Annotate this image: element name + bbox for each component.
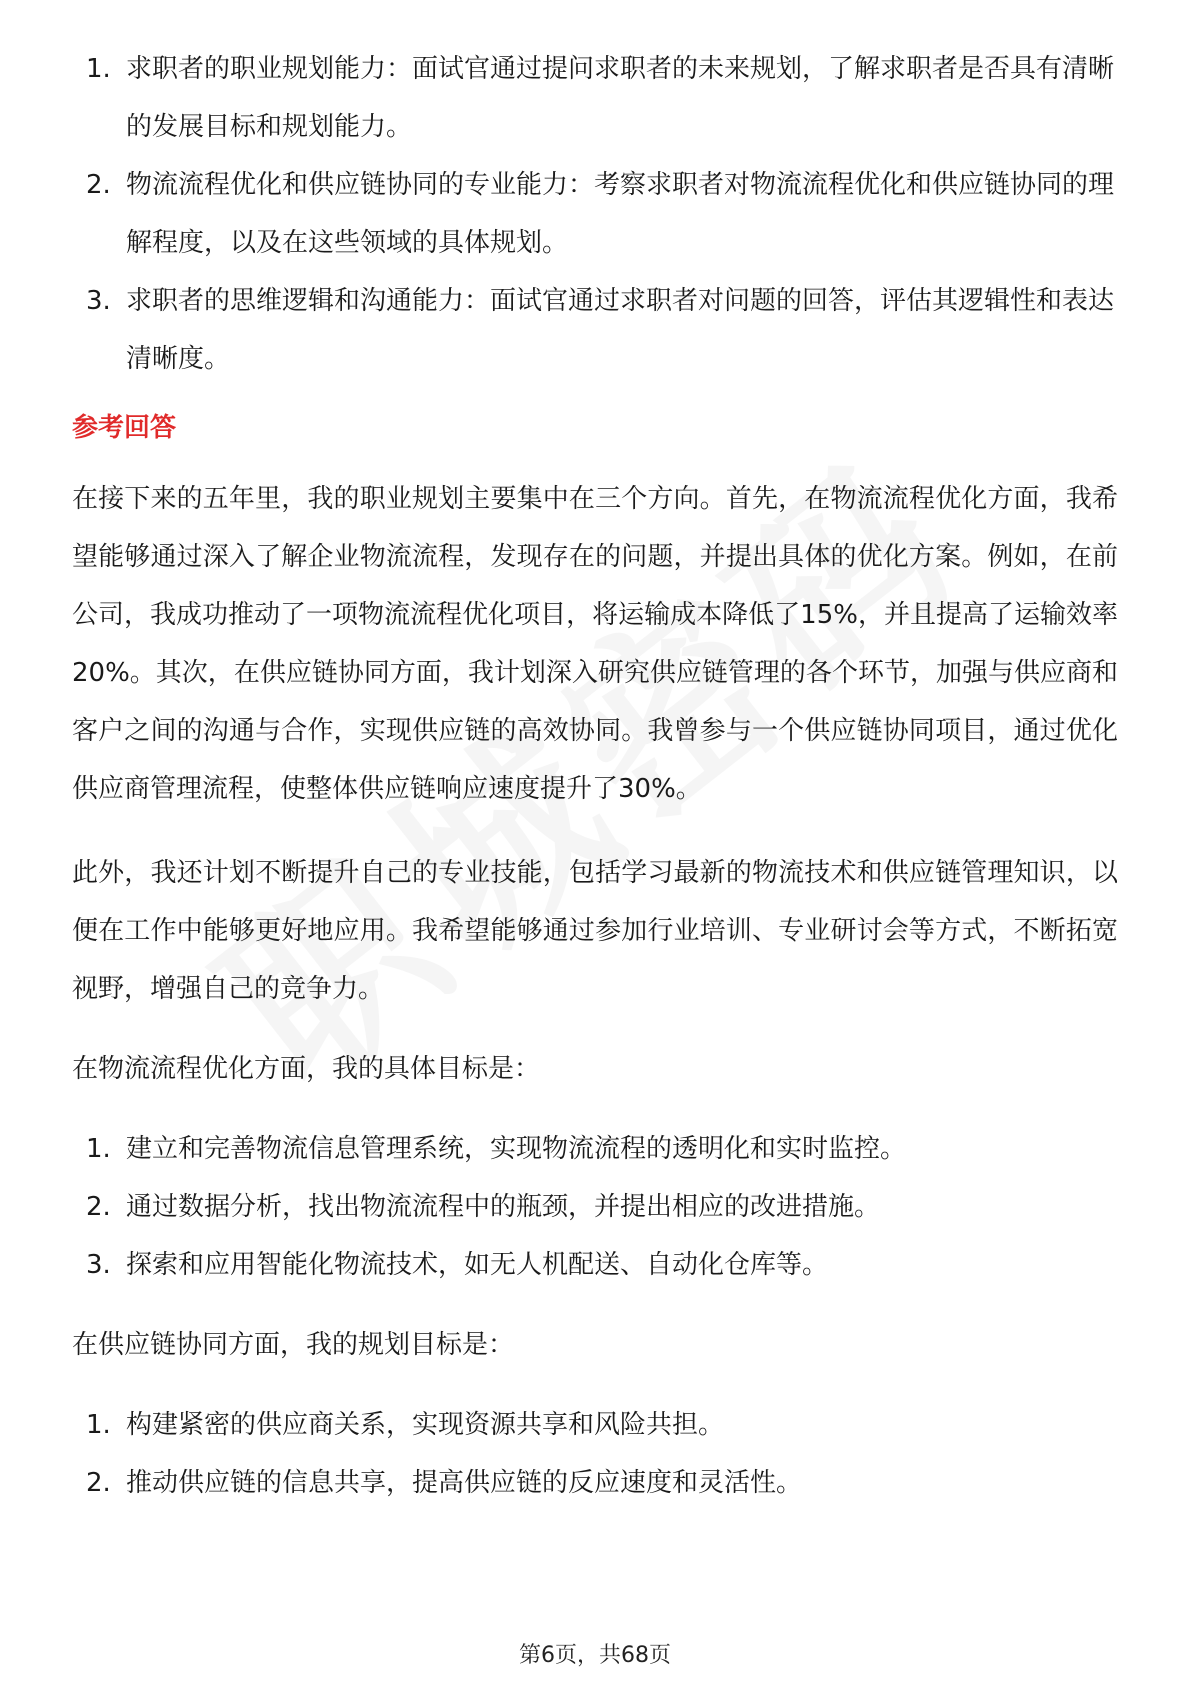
list-item bbox=[72, 1178, 1118, 1236]
list-item-text: 通过数据分析，找出物流流程中的瓶颈，并提出相应的改进措施。 bbox=[126, 1192, 881, 1222]
list-number: 1. bbox=[86, 1410, 111, 1440]
list-item bbox=[72, 272, 1118, 388]
list-number: 2. bbox=[86, 170, 111, 200]
logistics-goals-intro: 在物流流程优化方面，我的具体目标是： bbox=[72, 1054, 541, 1084]
answer-paragraph-1: 在接下来的五年里，我的职业规划主要集中在三个方向。首先，在物流流程优化方面，我希望能够通过深入了解企业物流流程，发现存在的问题，并提出具体的优化方案。例如，在前公司，我成功推动了一项物流流程优化项目，将运输成本降低了15%，并且提高了运输效率20%。其次，在供应链协同方面，我计划深入研究供应链管理的各个环节，加强与供应商和客户之间的沟通与合作，实现供应链的高效协同。我曾参与一个供应链协同项目，通过优化供应商管理流程，使整体供应链响应速度提升了30%。 bbox=[72, 484, 1118, 804]
supply-chain-goals-list bbox=[72, 1396, 1118, 1512]
list-number: 1. bbox=[86, 1134, 111, 1164]
list-item-text: 构建紧密的供应商关系，实现资源共享和风险共担。 bbox=[126, 1410, 725, 1440]
list-item-text: 探索和应用智能化物流技术，如无人机配送、自动化仓库等。 bbox=[126, 1250, 829, 1280]
list-item bbox=[72, 1454, 1118, 1512]
evaluation-points-list bbox=[72, 40, 1118, 388]
list-item-text: 推动供应链的信息共享，提高供应链的反应速度和灵活性。 bbox=[126, 1468, 803, 1498]
list-item-text: 物流流程优化和供应链协同的专业能力：考察求职者对物流流程优化和供应链协同的理解程度，以及在这些领域的具体规划。 bbox=[126, 170, 1115, 258]
supply-chain-goals-intro: 在供应链协同方面，我的规划目标是： bbox=[72, 1330, 515, 1360]
list-item-text: 建立和完善物流信息管理系统，实现物流流程的透明化和实时监控。 bbox=[126, 1134, 907, 1164]
list-number: 1. bbox=[86, 54, 111, 84]
list-number: 2. bbox=[86, 1468, 111, 1498]
logistics-goals-list bbox=[72, 1120, 1118, 1294]
list-number: 2. bbox=[86, 1192, 111, 1222]
page-content bbox=[72, 40, 1118, 1512]
list-number: 3. bbox=[86, 1250, 111, 1280]
list-item bbox=[72, 1396, 1118, 1454]
list-item bbox=[72, 156, 1118, 272]
reference-answer-heading: 参考回答 bbox=[72, 413, 177, 443]
list-number: 3. bbox=[86, 286, 111, 316]
page-footer: 第6页，共68页 bbox=[519, 1643, 671, 1668]
list-item bbox=[72, 40, 1118, 156]
list-item-text: 求职者的职业规划能力：面试官通过提问求职者的未来规划，了解求职者是否具有清晰的发展目标和规划能力。 bbox=[126, 54, 1115, 142]
list-item-text: 求职者的思维逻辑和沟通能力：面试官通过求职者对问题的回答，评估其逻辑性和表达清晰度。 bbox=[126, 286, 1115, 374]
list-item bbox=[72, 1236, 1118, 1294]
answer-paragraph-2: 此外，我还计划不断提升自己的专业技能，包括学习最新的物流技术和供应链管理知识，以便在工作中能够更好地应用。我希望能够通过参加行业培训、专业研讨会等方式，不断拓宽视野，增强自己的竞争力。 bbox=[72, 858, 1118, 1004]
list-item bbox=[72, 1120, 1118, 1178]
